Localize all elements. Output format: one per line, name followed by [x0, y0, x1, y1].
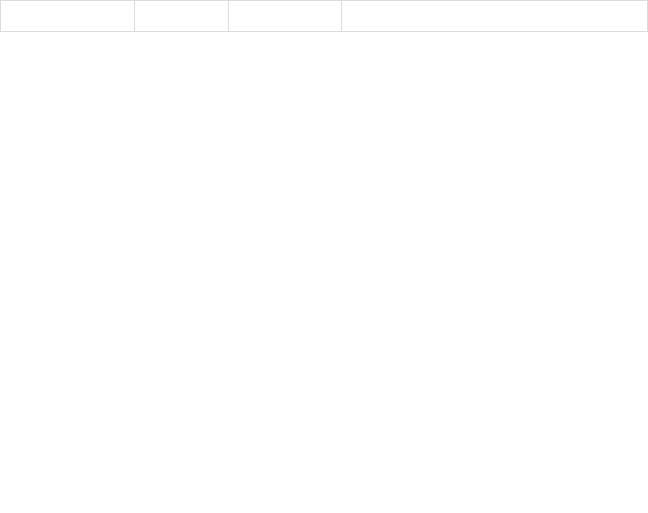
column-header-temperature	[229, 1, 342, 32]
column-header-date	[1, 1, 135, 32]
column-header-wind	[342, 1, 648, 32]
weather-history-table	[0, 0, 648, 32]
column-header-weather	[135, 1, 229, 32]
table-header-row	[1, 1, 648, 32]
